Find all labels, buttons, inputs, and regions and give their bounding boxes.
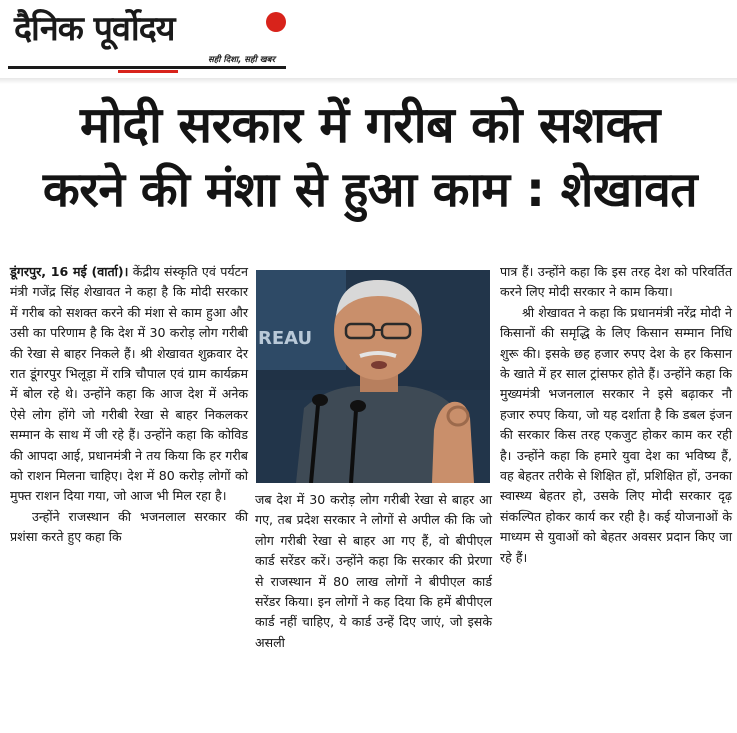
article-paragraph: श्री शेखावत ने कहा कि प्रधानमंत्री नरेंद्र मोदी ने किसानों की समृद्धि के लिए किसान सम्मान निधि शुरू की। इसके छह हजार रुपए देश के हर किसान के खाते में हर साल ट्रांसफर होते हैं। उन्होंने कहा कि मुख्यमंत्री भजनलाल सरकार ने इसे बढ़ाकर नौ हजार रुपए किया, जो यह दर्शाता है कि डबल इंजन की सरकार किस तरह एकजुट होकर काम कर रही है। उन्होंने कहा कि हमारे युवा देश का भविष्य हैं, वह बेहतर तरीके से शिक्षित हों, प्रशिक्षित हों, उनका स्वास्थ्य बेहतर हो, उसके लिए मोदी सरकार दृढ़ संकल्पित होकर कार्य कर रही है। कई योजनाओं के माध्यम से युवाओं को बेहतर अवसर प्रदान किए जा रहे हैं। — [500, 304, 732, 565]
page-top-shade — [0, 78, 737, 84]
newspaper-logo: दैनिक पूर्वोदय — [14, 9, 175, 49]
news-photo — [256, 270, 490, 483]
article-column-2 — [255, 490, 492, 653]
speaker-photo-illustration — [256, 270, 490, 483]
headline-line-1: मोदी सरकार में गरीब को सशक्त — [80, 96, 660, 154]
article-paragraph: पात्र हैं। उन्होंने कहा कि इस तरह देश को परिवर्तित करने लिए मोदी सरकार ने काम किया। — [500, 264, 732, 300]
logo-red-dot — [266, 12, 286, 32]
paragraph-text: केंद्रीय संस्कृति एवं पर्यटन मंत्री गजेंद्र सिंह शेखावत ने कहा है कि मोदी सरकार में गरीब को सशक्त करने की मंशा से काम हुआ और उसी का परिणाम है कि देश में 30 करोड़ लोग गरीबी की रेखा से बाहर निकले हैं। श्री शेखावत शुक्रवार देर रात डूंगरपुर भिलूड़ा में रात्रि चौपाल एवं ग्राम कार्यक्रम में बोल रहे थे। उन्होंने कहा कि आज देश में अनेक ऐसे लोग होंगे जो गरीबी रेखा से बाहर निकलकर सम्मान के साथ में जी रहे हैं। उन्होंने कहा कि कोविड की आपदा आई, प्रधानमंत्री ने तय किया कि हर गरीब को राशन मिलना चाहिए। देश में 80 करोड़ लोगों को मुफ्त राशन दिया गया, जो आज भी मिल रहा है। — [10, 264, 248, 504]
article-paragraph — [10, 262, 248, 507]
article-column-1 — [10, 262, 248, 548]
masthead-rule — [8, 66, 286, 69]
headline — [10, 92, 730, 222]
article-column-3 — [500, 262, 732, 568]
article-paragraph: जब देश में 30 करोड़ लोग गरीबी रेखा से बाहर आ गए, तब प्रदेश सरकार ने लोगों से अपील की कि जो लोग गरीबी रेखा से बाहर आ गए हैं, वो बीपीएल कार्ड सरेंडर करें। उन्होंने कहा कि सरकार की प्रेरणा से राजस्थान में 80 लाख लोगों ने बीपीएल कार्ड सरेंडर किया। इन लोगों ने कह दिया कि हमें बीपीएल कार्ड नहीं चाहिए, ये कार्ड उन्हें दिए जाएं, जो इसके असली — [255, 492, 492, 650]
tagline: सही दिशा, सही खबर — [208, 55, 276, 65]
backdrop-text: REAU — [258, 328, 313, 349]
article-paragraph: उन्होंने राजस्थान की भजनलाल सरकार की प्रशंसा करते हुए कहा कि — [10, 508, 248, 545]
headline-line-2: करने की मंशा से हुआ काम : शेखावत — [42, 162, 698, 218]
dateline: डूंगरपुर, 16 मई (वार्ता)। — [10, 264, 129, 279]
masthead-accent-rule — [118, 70, 178, 73]
